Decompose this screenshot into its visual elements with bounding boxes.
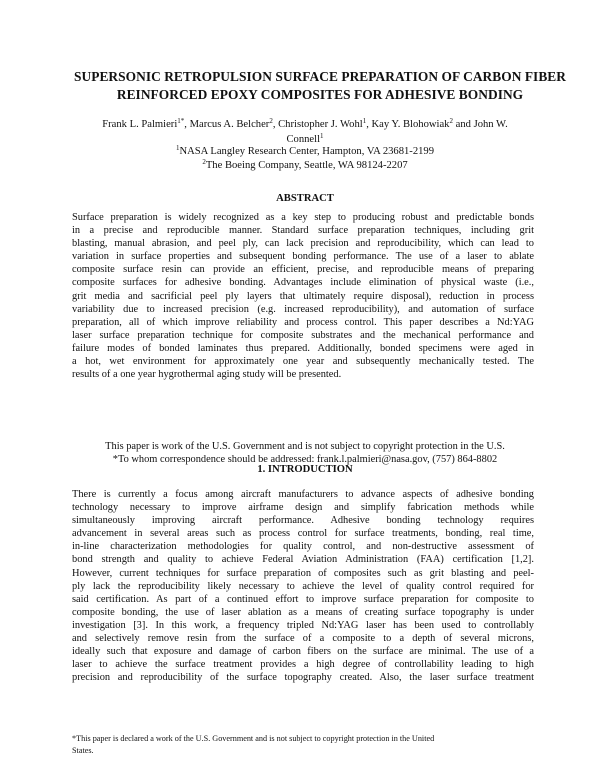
title-line: SUPERSONIC RETROPULSION SURFACE PREPARATION OF CARBON FIBER: [74, 69, 566, 84]
footnote: [72, 733, 534, 756]
affiliation-list: [60, 145, 550, 173]
affiliation-text: NASA Langley Research Center, Hampton, VA 23681-2199: [179, 146, 435, 157]
text-line: blasting, manual abrasion, and peel ply, can lack precision and reproducibility, which can lead to: [72, 238, 534, 250]
abstract-body: [72, 211, 534, 381]
text-line: ply lack the reproducibility likely necessary to achieve the level of quality control required for: [72, 580, 534, 592]
author-name: , Marcus A. Belcher: [184, 119, 270, 130]
affiliation: [60, 159, 550, 173]
author-name: , Kay Y. Blohowiak: [366, 119, 450, 130]
notice-line: This paper is work of the U.S. Government and is not subject to copyright protection in the U.S.: [105, 441, 505, 452]
text-line: Surface preparation is widely recognized as a key step to producing robust and predictable bonds: [72, 212, 534, 223]
text-line: precision and reproducibility of the surface topography created. Also, the laser surface treatment: [72, 672, 534, 684]
text-line: composite surface resin can provide an efficient, precise, and reproducible means of preparing: [72, 264, 534, 276]
author-list: [60, 117, 550, 147]
text-line: in a precise and reproducible manner. Standard surface preparation techniques, including grit: [72, 225, 534, 237]
author-line: [60, 117, 550, 132]
author-name: , Christopher J. Wohl: [272, 119, 363, 130]
introduction-body: [72, 488, 534, 684]
text-line: in-line characterization methodologies for quality control, and non-destructive assessment of: [72, 541, 534, 553]
author-affiliation-mark: 1: [320, 132, 324, 140]
title-line: REINFORCED EPOXY COMPOSITES FOR ADHESIVE BONDING: [116, 87, 524, 102]
text-line: advancement in several areas such as process control for surface treatments, bonding, real time,: [72, 528, 534, 540]
text-line: bond strength and quality to achieve Federal Aviation Administration (FAA) certification [1,2].: [72, 554, 534, 566]
text-line: laser surface preparation technique for composite substrates and the mechanical performance and: [72, 329, 534, 341]
author-affiliation-mark: 1*: [177, 117, 185, 125]
text-line: simultaneously improving aircraft performance. Adhesive bonding technology requires: [72, 515, 534, 527]
text-line: grit media and sacrificial peel ply layers that ultimately require disposal), reduction in process: [72, 290, 534, 302]
author-affiliation-mark: 1: [362, 117, 367, 125]
author-name: and John W.: [452, 119, 508, 130]
text-line: There is currently a focus among aircraft manufacturers to advance aspects of adhesive bonding: [72, 489, 534, 500]
text-line: variability due to increased precision (e.g. increased reproducibility), and automation of surface: [72, 303, 534, 315]
text-line: variation in surface properties and subsequent bonding performance. The use of a laser to ablate: [72, 251, 534, 263]
text-line: laser to achieve the surface treatment provides a high degree of controllability leading to high: [72, 659, 534, 671]
footnote-line: *This paper is declared a work of the U.S. Government and is not subject to copyright protection in the United: [72, 734, 435, 743]
text-line: said certification. As part of a continued effort to improve surface preparation for composite to: [72, 593, 534, 605]
author-name: Frank L. Palmieri: [102, 119, 178, 130]
affiliation-text: The Boeing Company, Seattle, WA 98124-2207: [205, 160, 408, 171]
affiliation-mark: 2: [202, 158, 206, 166]
affiliation-mark: 1: [175, 144, 180, 152]
author-affiliation-mark: 2: [269, 117, 273, 125]
text-line: composite bonding, the use of laser ablation as a means of creating surface topography is under: [72, 606, 534, 618]
copyright-notice: [60, 440, 550, 467]
text-line: technology necessary to improve airframe design and simplify fabrication methods while: [72, 502, 534, 514]
footnote-line: States.: [72, 745, 94, 755]
text-line: However, current techniques for surface preparation of composites such as grit blasting and peel-: [72, 567, 534, 579]
abstract-heading: ABSTRACT: [276, 193, 334, 204]
text-line: ideally such that exposure and damage of carbon fibers on the surface are minimal. The use of a: [72, 646, 534, 658]
text-line: investigation [3]. In this work, a frequency tripled Nd:YAG laser has been used to controllably: [72, 619, 534, 631]
paper-title: [60, 68, 580, 104]
text-line: a hot, wet environment for approximately one year and subsequently mechanically tested. The: [72, 356, 534, 368]
author-affiliation-mark: 2: [449, 117, 453, 125]
author-name: Connell: [286, 134, 321, 145]
text-line: failure modes of bonded laminates thus prepared. Additionally, bonded specimens were aged in: [72, 342, 534, 354]
correspondence-line: *To whom correspondence should be addressed: frank.l.palmieri@nasa.gov, (757) 864-8802: [112, 454, 498, 466]
text-line: and selectively remove resin from the surface of a composite to a depth of several microns,: [72, 633, 534, 645]
introduction-heading: 1. INTRODUCTION: [257, 464, 353, 475]
text-line: results of a one year hygrothermal aging study will be presented.: [72, 369, 342, 381]
text-line: composite surfaces for adhesive bonding. Advantages include elimination of physical waste (i.e.,: [72, 277, 534, 289]
affiliation: [60, 145, 550, 159]
text-line: preparation, all of which improve reliability and process control. This paper describes a Nd:YAG: [72, 316, 534, 328]
